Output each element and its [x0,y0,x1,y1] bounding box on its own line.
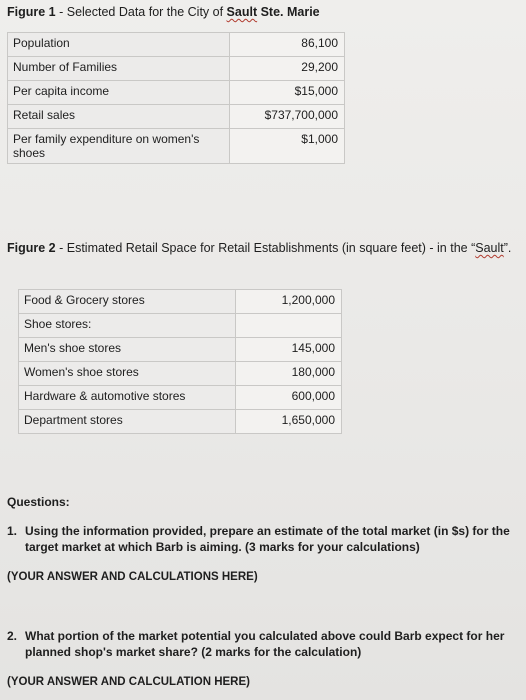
figure-2-title-text: - Estimated Retail Space for Retail Establishments (in square feet) - in the [55,241,472,255]
figure-1-row-value: $1,000 [230,129,345,164]
figure-2-row-label: Department stores [19,410,236,434]
figure-1-row-value: $737,700,000 [230,105,345,129]
figure-2-row [19,386,342,410]
figure-1-row [8,105,345,129]
figure-2-row [19,410,342,434]
figure-1-row-label: Number of Families [8,57,230,81]
question-1 [7,523,519,555]
figure-1-row-label: Retail sales [8,105,230,129]
question-2-text: What portion of the market potential you calculated above could Barb expect for her planned shop's market share? (2 marks for the calculation) [25,629,505,659]
figure-1-label: Figure 1 [7,5,56,19]
figure-2-row-value: 180,000 [236,362,342,386]
figure-1-row-value: $15,000 [230,81,345,105]
figure-2-row-label: Women's shoe stores [19,362,236,386]
figure-1-row [8,33,345,57]
figure-2-row-label: Hardware & automotive stores [19,386,236,410]
figure-1-row [8,57,345,81]
figure-2-row-value: 1,200,000 [236,290,342,314]
figure-1-title-text: - Selected Data for the City of [55,5,227,19]
figure-2-row-value: 1,650,000 [236,410,342,434]
figure-1-row-label: Per capita income [8,81,230,105]
figure-2-title-city: Sault [475,241,504,255]
figure-1-row [8,81,345,105]
figure-2-row [19,362,342,386]
figure-1-row-label: Population [8,33,230,57]
figure-1-row-value: 86,100 [230,33,345,57]
figure-2-row-value [236,314,342,338]
question-2-number: 2. [7,629,18,643]
question-2-answer: (YOUR ANSWER AND CALCULATION HERE) [7,676,250,688]
figure-2-row-value: 145,000 [236,338,342,362]
figure-2-row [19,314,342,338]
questions-heading: Questions: [7,495,70,509]
question-1-text: Using the information provided, prepare an estimate of the total market (in $s) for the target market at which Barb is aiming. (3 marks for your calculations) [25,524,510,554]
figure-2-row-value: 600,000 [236,386,342,410]
question-1-answer: (YOUR ANSWER AND CALCULATIONS HERE) [7,571,258,583]
question-2 [7,628,519,660]
figure-2-title-open-quote: “ [471,241,476,255]
figure-2-label: Figure 2 [7,241,56,255]
figure-2-row-label: Men's shoe stores [19,338,236,362]
figure-2-row [19,338,342,362]
figure-1-row-value: 29,200 [230,57,345,81]
figure-2-row-label: Shoe stores: [19,314,236,338]
figure-1-title-suffix: Ste. Marie [257,5,320,19]
figure-1-row-label: Per family expenditure on women's shoes [8,129,230,164]
figure-1-table [7,32,345,164]
figure-2-row-label: Food & Grocery stores [19,290,236,314]
question-1-number: 1. [7,524,18,538]
figure-2-row [19,290,342,314]
figure-2-title-close: ”. [503,241,512,255]
figure-2-title [7,240,517,257]
figure-1-title [7,4,517,21]
figure-1-row [8,129,345,164]
figure-1-title-city: Sault [226,5,258,19]
figure-2-table [18,289,342,434]
